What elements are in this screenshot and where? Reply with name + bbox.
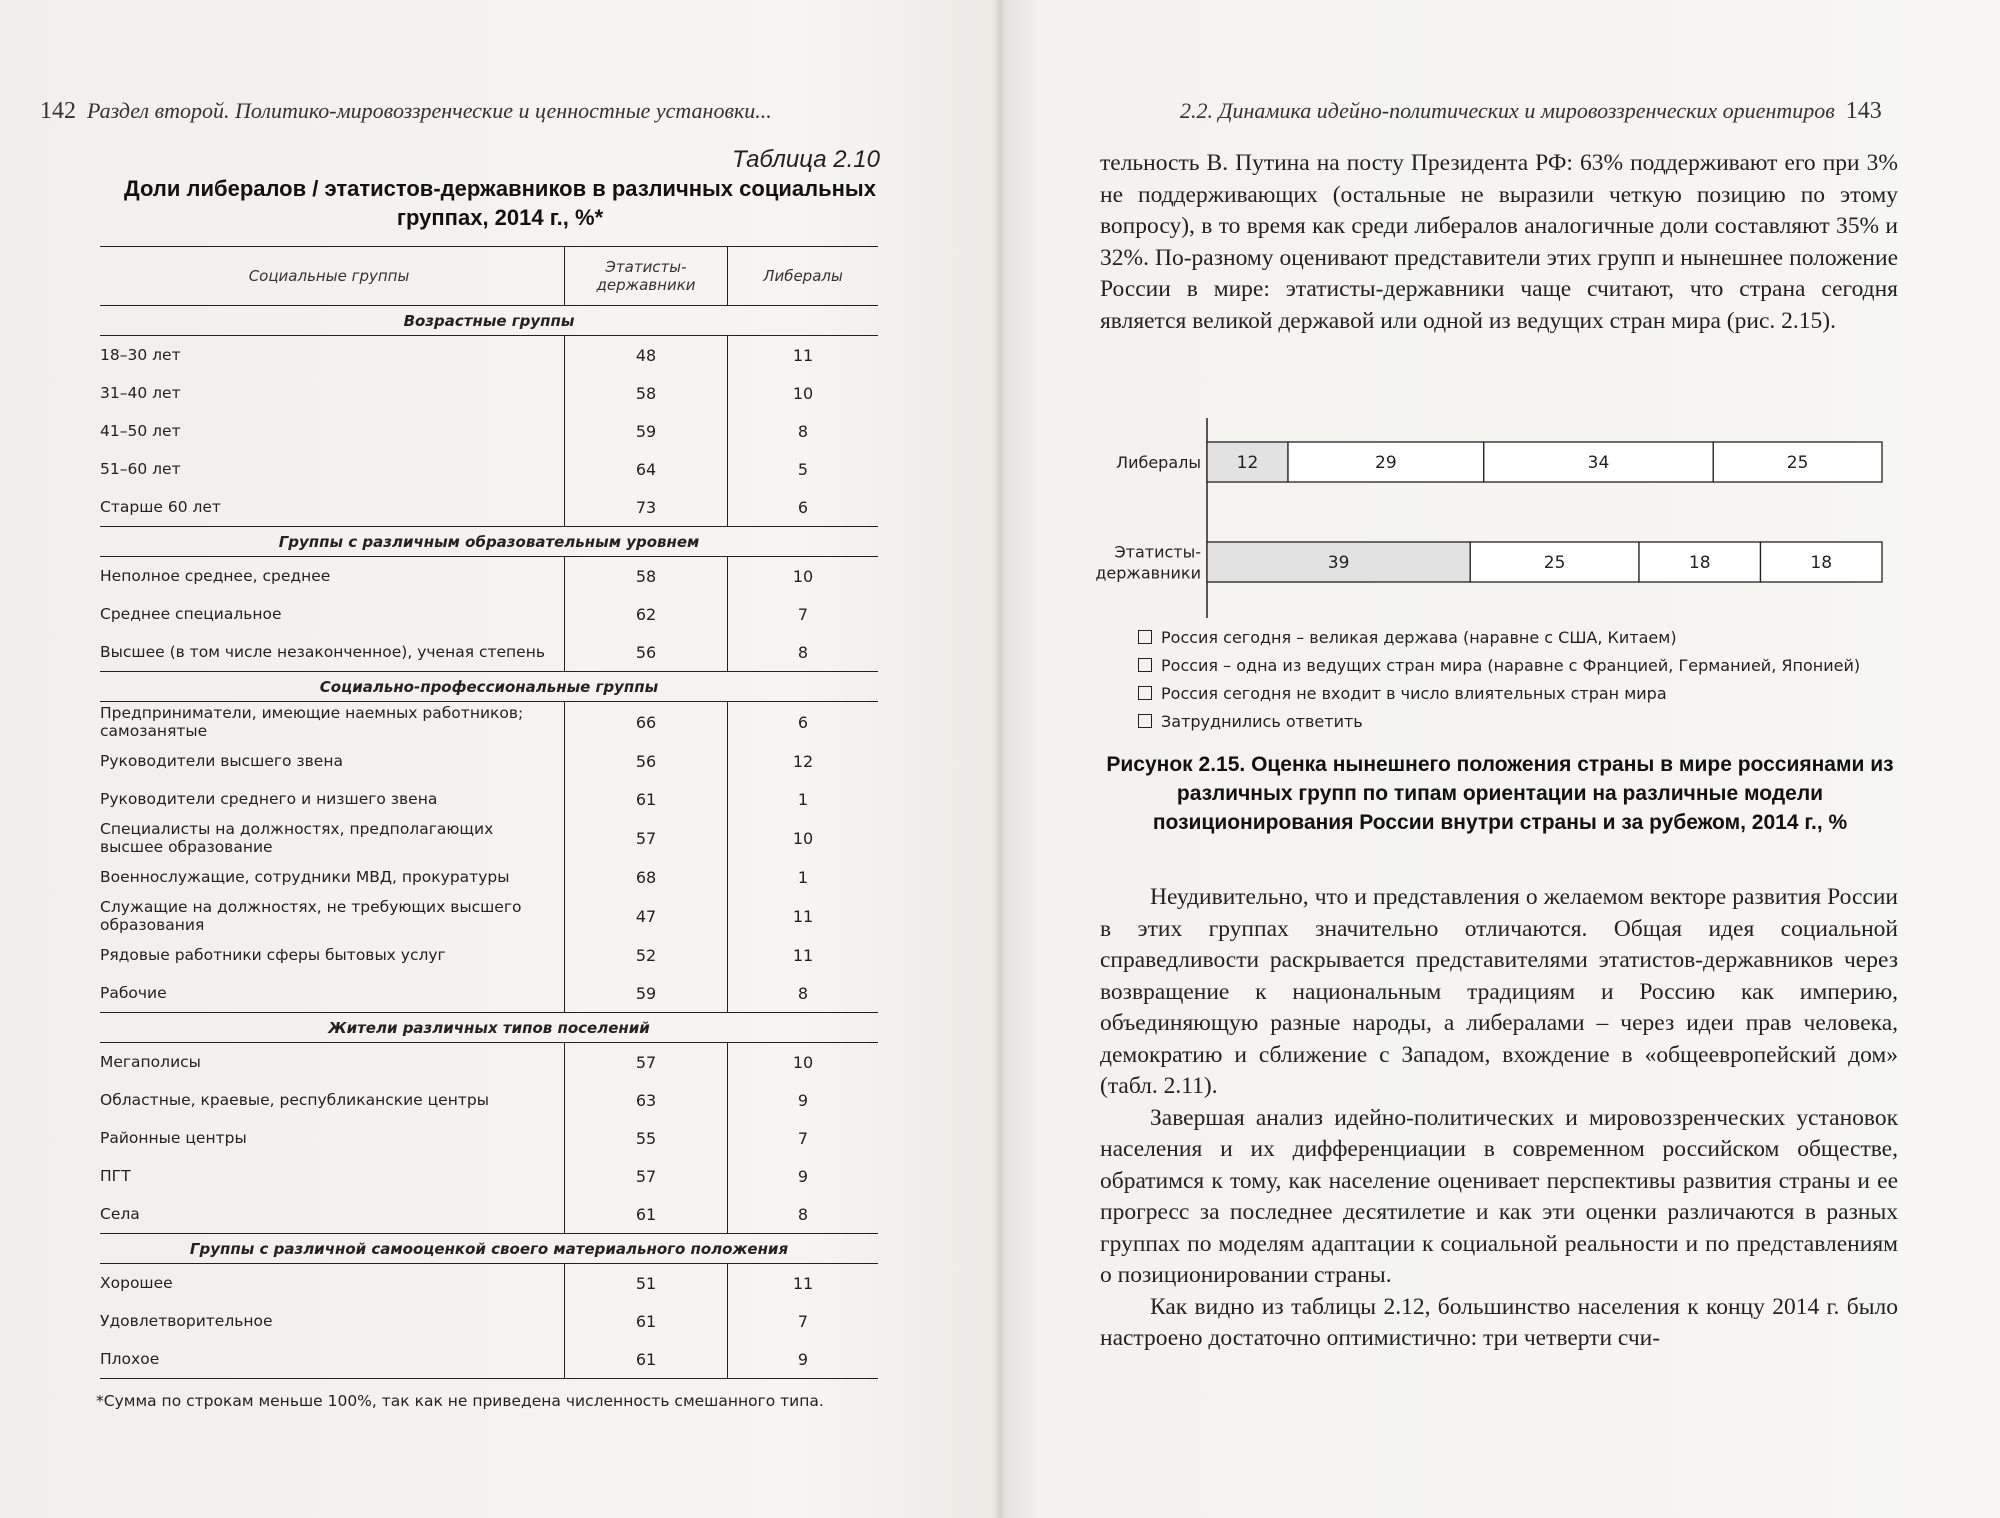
table-section-header xyxy=(100,1013,878,1043)
legend-swatch-icon xyxy=(1138,630,1152,644)
liberals-value: 9 xyxy=(728,1081,879,1119)
table-title-line2: группах, 2014 г., %* xyxy=(396,205,604,230)
row-label: 51–60 лет xyxy=(100,460,181,478)
liberals-value: 9 xyxy=(728,1340,879,1379)
table-row xyxy=(100,336,878,375)
table-row xyxy=(100,374,878,412)
legend-item xyxy=(1138,679,1860,707)
table-section-header xyxy=(100,1234,878,1264)
liberals-value: 6 xyxy=(728,488,879,527)
statists-value: 62 xyxy=(565,595,728,633)
table-row xyxy=(100,595,878,633)
row-label: ПГТ xyxy=(100,1167,131,1185)
statists-value: 56 xyxy=(565,633,728,672)
left-page-number: 142 xyxy=(40,98,76,124)
figure-caption: Рисунок 2.15. Оценка нынешнего положения страны в мире россиянами из различных групп по типам ориентации на различные модели позиционирования России внутри страны и за рубежом, 2014 г., % xyxy=(1106,753,1894,834)
row-label: Предприниматели, имеющие наемных работников; самозанятые xyxy=(100,704,524,740)
bar-value-label: 25 xyxy=(1786,453,1809,473)
row-label: Рядовые работники сферы бытовых услуг xyxy=(100,946,446,964)
table-body xyxy=(100,306,878,1379)
table-row xyxy=(100,818,878,858)
header-statists: Этатисты-державники xyxy=(565,247,728,306)
section-title: Социально-профессиональные группы xyxy=(100,672,878,702)
row-label: Неполное среднее, среднее xyxy=(100,567,331,585)
bar-value-label: 39 xyxy=(1327,553,1350,573)
table-section-header xyxy=(100,306,878,336)
statists-value: 51 xyxy=(565,1264,728,1303)
liberals-value: 6 xyxy=(728,702,879,743)
statists-value: 58 xyxy=(565,374,728,412)
section-title: Жители различных типов поселений xyxy=(100,1013,878,1043)
statists-value: 64 xyxy=(565,450,728,488)
statists-value: 55 xyxy=(565,1119,728,1157)
liberals-value: 11 xyxy=(728,336,879,375)
right-page xyxy=(1000,0,2000,1518)
legend-swatch-icon xyxy=(1138,686,1152,700)
body-text-block xyxy=(1100,882,1898,1355)
table-row xyxy=(100,974,878,1013)
table-row xyxy=(100,780,878,818)
table-footnote: *Сумма по строкам меньше 100%, так как не приведена численность смешанного типа. xyxy=(96,1392,824,1410)
table-row xyxy=(100,633,878,672)
statists-value: 47 xyxy=(565,896,728,936)
paragraph-2: Неудивительно, что и представления о желаемом векторе развития России в этих группах значительно отличаются. Общая идея социальной справедливости раскрывается представителями этатистов-державников через возвращение к национальным традициям и Россию как империю, объединяющую разные народы, а либералами – через идеи прав человека, демократию и сближение с Западом, вхождение в «общеевропейский дом» (табл. 2.11). xyxy=(1100,884,1898,1099)
statists-value: 56 xyxy=(565,742,728,780)
header-liberals: Либералы xyxy=(728,247,879,306)
table-row xyxy=(100,742,878,780)
statists-value: 52 xyxy=(565,936,728,974)
liberals-value: 9 xyxy=(728,1157,879,1195)
liberals-value: 1 xyxy=(728,858,879,896)
legend-label: Затруднились ответить xyxy=(1161,711,1363,731)
paragraph-1: тельность В. Путина на посту Президента РФ: 63% поддерживают его при 3% не поддерживающих (остальные не выразили четкую позицию по этому вопросу), в то время как среди либералов аналогичные доли составляют 35% и 32%. По-разному оценивают представители этих групп и нынешнее положение России в мире: этатисты-державники чаще считают, что страна сегодня является великой державой или одной из ведущих стран мира (рис. 2.15). xyxy=(1100,150,1898,334)
right-running-head xyxy=(1180,98,1882,125)
row-label: Села xyxy=(100,1205,140,1223)
row-label: Руководители высшего звена xyxy=(100,752,343,770)
row-label: Служащие на должностях, не требующих высшего образования xyxy=(100,898,522,934)
bar-value-label: 12 xyxy=(1236,453,1259,473)
statists-value: 57 xyxy=(565,818,728,858)
right-page-number: 143 xyxy=(1845,98,1882,124)
row-label: Старше 60 лет xyxy=(100,498,221,516)
liberals-value: 5 xyxy=(728,450,879,488)
statists-value: 61 xyxy=(565,1302,728,1340)
left-running-head xyxy=(40,98,772,125)
table-row xyxy=(100,702,878,743)
row-label: Высшее (в том числе незаконченное), ученая степень xyxy=(100,643,545,661)
section-title: Возрастные группы xyxy=(100,306,878,336)
statists-value: 61 xyxy=(565,780,728,818)
table-section-header xyxy=(100,672,878,702)
row-label: Плохое xyxy=(100,1340,565,1379)
table-title xyxy=(110,174,890,232)
chart-legend xyxy=(1138,623,1860,735)
table-row xyxy=(100,1302,878,1340)
statists-value: 68 xyxy=(565,858,728,896)
row-label: Среднее специальное xyxy=(100,605,282,623)
row-label: 18–30 лет xyxy=(100,346,181,364)
table-row xyxy=(100,1119,878,1157)
legend-item xyxy=(1138,707,1860,735)
row-label: Руководители среднего и низшего звена xyxy=(100,790,438,808)
statists-value: 59 xyxy=(565,974,728,1013)
liberals-value: 10 xyxy=(728,1043,879,1082)
table-row xyxy=(100,412,878,450)
table-caption: Таблица 2.10 xyxy=(731,146,880,173)
paragraph-3: Завершая анализ идейно-политических и мировоззренческих установок населения и их дифференциации в современном российском обществе, обратимся к тому, как население оценивает перспективы развития страны и ее прогресс за последнее десятилетие и как эти оценки различаются в разных группах по моделям адаптации к социальной реальности и по представлениям о позиционировании страны. xyxy=(1100,1104,1898,1288)
liberals-value: 8 xyxy=(728,412,879,450)
liberals-value: 11 xyxy=(728,896,879,936)
statists-value: 48 xyxy=(565,336,728,375)
left-running-head-text: Раздел второй. Политико-мировоззренческие и ценностные установки... xyxy=(87,98,772,123)
legend-swatch-icon xyxy=(1138,658,1152,672)
table-row xyxy=(100,1043,878,1082)
legend-label: Россия – одна из ведущих стран мира (наравне с Францией, Германией, Японией) xyxy=(1161,655,1861,675)
paragraph-continuation xyxy=(1100,148,1898,337)
statists-value: 57 xyxy=(565,1043,728,1082)
bar-value-label: 29 xyxy=(1375,453,1397,473)
bar-value-label: 18 xyxy=(1810,553,1833,573)
table-row xyxy=(100,1264,878,1303)
row-label: 41–50 лет xyxy=(100,422,181,440)
table-row xyxy=(100,1340,878,1379)
legend-label: Россия сегодня – великая держава (наравне с США, Китаем) xyxy=(1161,627,1677,647)
table-title-line1: Доли либералов / этатистов-державников в различных социальных xyxy=(124,176,876,201)
legend-label: Россия сегодня не входит в число влиятельных стран мира xyxy=(1161,683,1667,703)
row-label: Хорошее xyxy=(100,1274,173,1292)
row-label: Специалисты на должностях, предполагающих высшее образование xyxy=(100,820,494,856)
right-running-head-text: 2.2. Динамика идейно-политических и мировоззренческих ориентиров xyxy=(1180,98,1835,123)
row-label: Рабочие xyxy=(100,984,167,1002)
statists-value: 59 xyxy=(565,412,728,450)
table-row xyxy=(100,896,878,936)
table-row xyxy=(100,488,878,527)
header-groups: Социальные группы xyxy=(100,247,565,306)
category-label: Либералы xyxy=(1116,453,1201,472)
liberals-value: 8 xyxy=(728,974,879,1013)
section-title: Группы с различным образовательным уровнем xyxy=(100,527,878,557)
table-row xyxy=(100,858,878,896)
liberals-value: 11 xyxy=(728,1264,879,1303)
liberals-value: 7 xyxy=(728,1302,879,1340)
table-row xyxy=(100,1081,878,1119)
table-row xyxy=(100,936,878,974)
row-label: Мегаполисы xyxy=(100,1053,201,1071)
table-row xyxy=(100,1157,878,1195)
table-row xyxy=(100,450,878,488)
bar-value-label: 25 xyxy=(1543,553,1566,573)
liberals-value: 10 xyxy=(728,557,879,596)
statists-value: 63 xyxy=(565,1081,728,1119)
data-table xyxy=(100,246,878,1379)
liberals-value: 1 xyxy=(728,780,879,818)
liberals-value: 10 xyxy=(728,818,879,858)
liberals-value: 7 xyxy=(728,1119,879,1157)
legend-item xyxy=(1138,623,1860,651)
table-section-header xyxy=(100,527,878,557)
liberals-value: 11 xyxy=(728,936,879,974)
category-label: державники xyxy=(1095,563,1201,583)
bar-value-label: 34 xyxy=(1587,453,1610,473)
bar-value-label: 18 xyxy=(1688,553,1711,573)
legend-item xyxy=(1138,651,1860,679)
section-title: Группы с различной самооценкой своего материального положения xyxy=(100,1234,878,1264)
liberals-value: 12 xyxy=(728,742,879,780)
table-header-row xyxy=(100,247,878,306)
statists-value: 73 xyxy=(565,488,728,527)
row-label: Удовлетворительное xyxy=(100,1312,273,1330)
liberals-value: 7 xyxy=(728,595,879,633)
table-row xyxy=(100,1195,878,1234)
statists-value: 57 xyxy=(565,1157,728,1195)
liberals-value: 8 xyxy=(728,633,879,672)
liberals-value: 10 xyxy=(728,374,879,412)
stacked-bar-chart xyxy=(1095,418,1915,618)
statists-value: 66 xyxy=(565,702,728,743)
statists-value: 61 xyxy=(565,1340,728,1379)
category-label: Этатисты- xyxy=(1114,542,1201,562)
row-label: Районные центры xyxy=(100,1129,247,1147)
table-row xyxy=(100,557,878,596)
row-label: 31–40 лет xyxy=(100,384,181,402)
paragraph-4: Как видно из таблицы 2.12, большинство населения к концу 2014 г. было настроено достаточно оптимистично: три четверти счи- xyxy=(1100,1293,1898,1351)
liberals-value: 8 xyxy=(728,1195,879,1234)
legend-swatch-icon xyxy=(1138,714,1152,728)
row-label: Областные, краевые, республиканские центры xyxy=(100,1091,489,1109)
row-label: Военнослужащие, сотрудники МВД, прокуратуры xyxy=(100,868,510,886)
statists-value: 61 xyxy=(565,1195,728,1234)
statists-value: 58 xyxy=(565,557,728,596)
